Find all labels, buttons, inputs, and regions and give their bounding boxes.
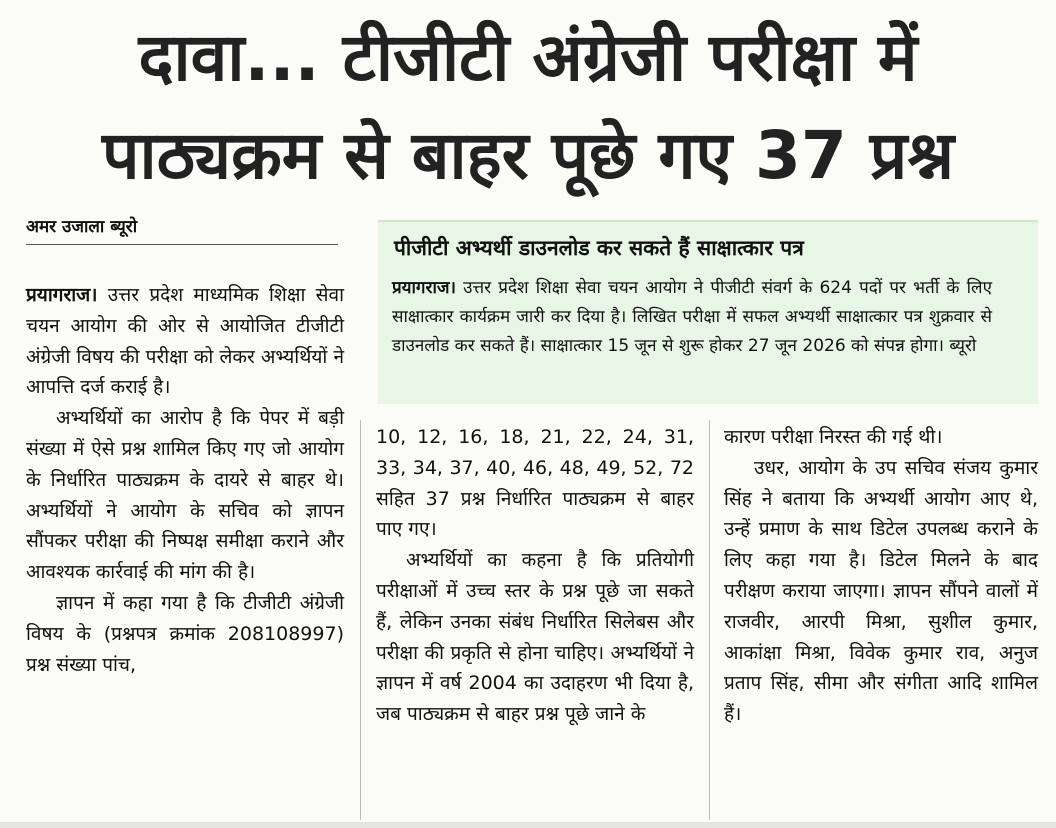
paragraph-text: उत्तर प्रदेश माध्यमिक शिक्षा सेवा चयन आयोग की ओर से आयोजित टीजीटी अंग्रेजी विषय की परीक्षा को लेकर अभ्यर्थियों ने आपत्ति दर्ज कराई है। xyxy=(26,284,344,399)
column-divider xyxy=(360,420,361,820)
headline-line-1: दावा... टीजीटी अंग्रेजी परीक्षा में xyxy=(138,19,918,96)
paragraph: अभ्यर्थियों का आरोप है कि पेपर में बड़ी संख्या में ऐसे प्रश्न शामिल किए गए जो आयोग के निर्धारित पाठ्यक्रम के दायरे से बाहर थे। अभ्यर्थियों ने आयोग के सचिव को ज्ञापन सौंपकर परीक्षा की निष्पक्ष समीक्षा कराने और आवश्यक कार्रवाई की मांग की है। xyxy=(26,407,344,584)
sidebar-title: पीजीटी अभ्यर्थी डाउनलोड कर सकते हैं साक्षात्कार पत्र xyxy=(394,236,804,260)
sidebar-box xyxy=(378,220,1038,404)
paragraph: कारण परीक्षा निरस्त की गई थी। xyxy=(724,426,943,448)
article-column-1 xyxy=(26,280,344,680)
paragraph: ज्ञापन में कहा गया है कि टीजीटी अंग्रेजी विषय के (प्रश्नपत्र क्रमांक 208108997) प्रश्न संख्या पांच, xyxy=(26,591,344,676)
article-column-3 xyxy=(724,422,1038,730)
column-divider xyxy=(709,420,710,820)
sidebar-body xyxy=(392,274,992,361)
article-column-2 xyxy=(376,422,694,730)
paragraph: अभ्यर्थियों का कहना है कि प्रतियोगी परीक्षाओं में उच्च स्तर के प्रश्न पूछे जा सकते हैं, लेकिन उनका संबंध निर्धारित सिलेबस और परीक्षा की प्रकृति से होना चाहिए। अभ्यर्थियों ने ज्ञापन में वर्ष 2004 का उदाहरण भी दिया है, जब पाठ्यक्रम से बाहर प्रश्न पूछे जाने के xyxy=(376,549,694,726)
sidebar-place: प्रयागराज। xyxy=(392,278,456,298)
paragraph: 10, 12, 16, 18, 21, 22, 24, 31, 33, 34, 37, 40, 46, 48, 49, 52, 72 सहित 37 प्रश्न निर्धारित पाठ्यक्रम से बाहर पाए गए। xyxy=(376,426,694,541)
paragraph xyxy=(26,280,344,403)
sidebar-text: उत्तर प्रदेश शिक्षा सेवा चयन आयोग ने पीजीटी संवर्ग के 624 पदों पर भर्ती के लिए साक्षात्कार कार्यक्रम जारी कर दिया है। लिखित परीक्षा में सफल अभ्यर्थी साक्षात्कार पत्र शुक्रवार से डाउनलोड कर सकते हैं। साक्षात्कार 15 जून से शुरू होकर 27 जून 2026 को संपन्न होगा। ब्यूरो xyxy=(392,278,992,356)
article-place: प्रयागराज। xyxy=(26,284,98,306)
headline-line-2: पाठ्यक्रम से बाहर पूछे गए 37 प्रश्न xyxy=(101,117,955,194)
page-bottom-edge xyxy=(0,822,1056,828)
byline: अमर उजाला ब्यूरो xyxy=(26,214,338,245)
paragraph: उधर, आयोग के उप सचिव संजय कुमार सिंह ने बताया कि अभ्यर्थी आयोग आए थे, उन्हें प्रमाण के साथ डिटेल उपलब्ध कराने के लिए कहा गया है। डिटेल मिलने के बाद परीक्षण कराया जाएगा। ज्ञापन सौंपने वालों में राजवीर, आरपी मिश्रा, सुशील कुमार, आकांक्षा मिश्रा, विवेक कुमार राव, अनुज प्रताप सिंह, सीमा और संगीता आदि शामिल हैं। xyxy=(724,456,1038,726)
